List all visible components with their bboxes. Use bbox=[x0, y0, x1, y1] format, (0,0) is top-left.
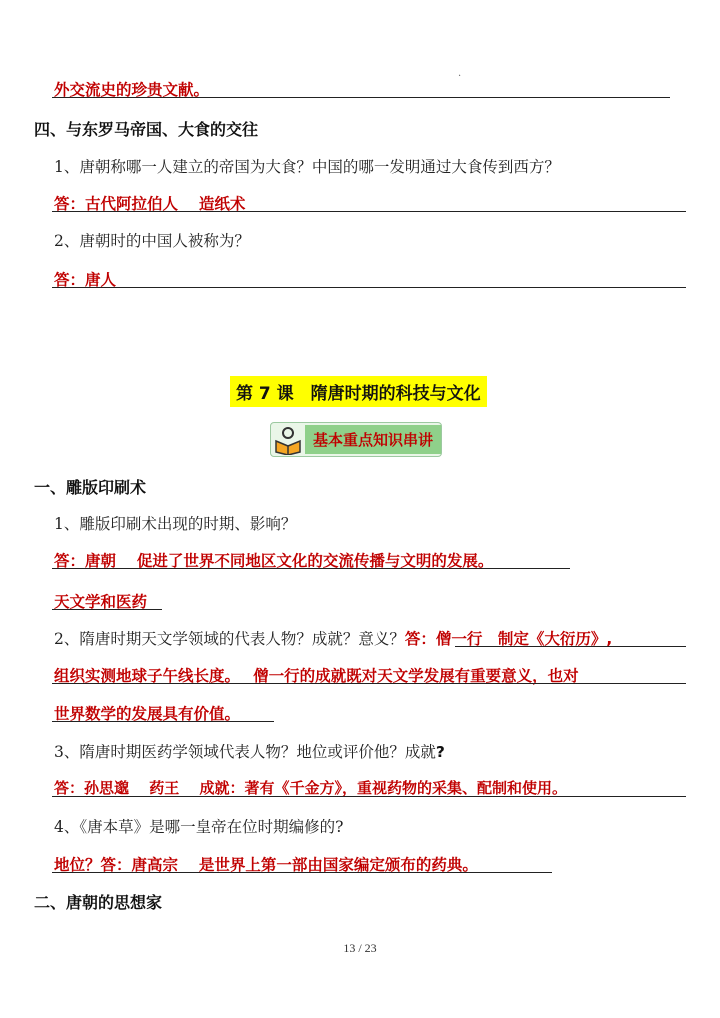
answer-continuation: 外交流史的珍贵文献。 bbox=[54, 81, 210, 99]
page-number: 13 / 23 bbox=[343, 941, 377, 955]
answer-underline bbox=[52, 287, 686, 288]
answer: 答：唐人 bbox=[54, 271, 117, 289]
question: 1、雕版印刷术出现的时期、影响？ bbox=[54, 515, 297, 533]
answer: 答：孙思邈 药王 成就：著有《千金方》，重视药物的采集、配制和使用。 bbox=[54, 779, 567, 797]
stray-dot: . bbox=[458, 68, 462, 79]
answer: 组织实测地球子午线长度。 僧一行的成就既对天文学发展有重要意义，也对 bbox=[54, 667, 579, 685]
question-text: 2、隋唐时期天文学领域的代表人物？成就？意义？ bbox=[54, 630, 405, 648]
question: 2、唐朝时的中国人被称为？ bbox=[54, 232, 250, 250]
answer-underline bbox=[52, 97, 670, 98]
answer-inline: 答：僧一行 制定《大衍历》, bbox=[404, 630, 613, 648]
answer-underline bbox=[52, 721, 274, 722]
answer-underline bbox=[52, 568, 570, 569]
question: 4、《唐本草》是哪一皇帝在位时期编修的? bbox=[54, 818, 344, 836]
subheading: 天文学和医药 bbox=[54, 593, 148, 611]
section-badge bbox=[270, 422, 442, 457]
answer-underline bbox=[455, 646, 686, 647]
question bbox=[54, 740, 445, 762]
section-heading: 四、与东罗马帝国、大食的交往 bbox=[34, 120, 259, 139]
question-text: 3、隋唐时期医药学领域代表人物？地位或评价他？成就 bbox=[54, 743, 436, 761]
question-mark: ? bbox=[435, 743, 445, 761]
answer: 答：古代阿拉伯人 造纸术 bbox=[54, 195, 246, 213]
answer-underline bbox=[52, 683, 686, 684]
answer: 世界数学的发展具有价值。 bbox=[54, 705, 241, 723]
answer-underline bbox=[52, 872, 552, 873]
answer-underline bbox=[52, 796, 686, 797]
subheading-underline bbox=[52, 609, 162, 610]
badge-label: 基本重点知识串讲 bbox=[305, 425, 441, 454]
section-heading: 一、雕版印刷术 bbox=[34, 478, 147, 497]
question: 1、唐朝称哪一人建立的帝国为大食？中国的哪一发明通过大食传到西方？ bbox=[54, 158, 560, 176]
lesson-title: 第 7 课 隋唐时期的科技与文化 bbox=[230, 376, 487, 407]
reader-icon bbox=[271, 425, 305, 455]
section-heading: 二、唐朝的思想家 bbox=[34, 893, 163, 912]
answer-underline bbox=[52, 211, 686, 212]
answer: 地位？答：唐高宗 是世界上第一部由国家编定颁布的药典。 bbox=[54, 856, 478, 874]
answer: 答：唐朝 促进了世界不同地区文化的交流传播与文明的发展。 bbox=[54, 552, 494, 570]
